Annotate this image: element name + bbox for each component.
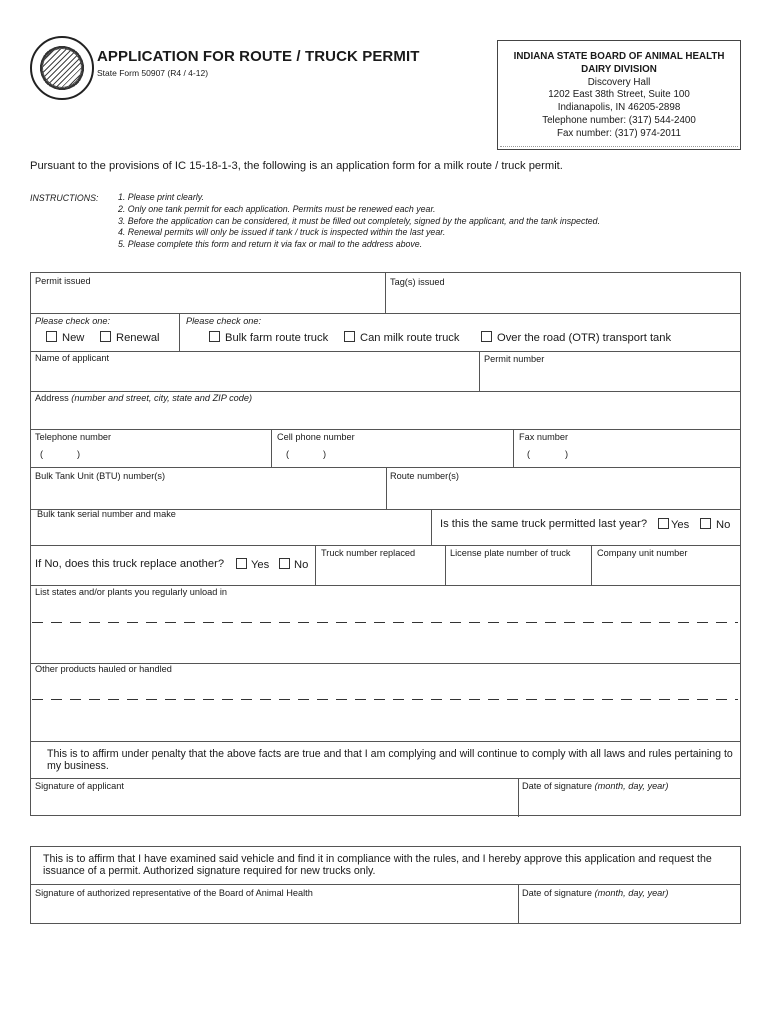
board-affirmation: This is to affirm that I have examined said vehicle and find it in compliance with the rules, and I hereby approve this application and request the issuance of a permit. Authorized signature required for new trucks only. — [43, 853, 712, 878]
agency-fax: Fax number: (317) 974-2011 — [557, 127, 681, 139]
can-milk-checkbox[interactable] — [344, 331, 355, 342]
agency-division: DAIRY DIVISION — [581, 63, 657, 75]
instruction-item: 4. Renewal permits will only be issued if tank / truck is inspected within the last year. — [118, 227, 446, 238]
board-date-label: Date of signature (month, day, year) — [522, 888, 669, 898]
board-signature-label: Signature of authorized representative of the Board of Animal Health — [35, 888, 313, 898]
agency-building: Discovery Hall — [587, 76, 651, 88]
other-products-label: Other products hauled or handled — [35, 664, 172, 674]
otr-checkbox[interactable] — [481, 331, 492, 342]
option-new[interactable]: New — [46, 331, 84, 344]
fax-label: Fax number — [519, 432, 569, 442]
same-truck-yes[interactable]: Yes — [658, 518, 689, 531]
permit-issued-label: Permit issued — [35, 276, 91, 286]
form-title: APPLICATION FOR ROUTE / TRUCK PERMIT — [97, 48, 420, 65]
route-numbers-label: Route number(s) — [390, 471, 459, 481]
agency-street: 1202 East 38th Street, Suite 100 — [548, 89, 690, 101]
agency-phone: Telephone number: (317) 544-2400 — [542, 114, 696, 126]
bulk-farm-checkbox[interactable] — [209, 331, 220, 342]
replace-yes-checkbox[interactable] — [236, 558, 247, 569]
state-seal-icon — [30, 36, 94, 100]
other-products-line[interactable] — [32, 699, 738, 700]
cell-phone-label: Cell phone number — [277, 432, 355, 442]
fax-area-open: ( — [527, 449, 531, 459]
same-truck-no-checkbox[interactable] — [700, 518, 711, 529]
states-plants-line[interactable] — [32, 622, 738, 623]
same-truck-yes-checkbox[interactable] — [658, 518, 669, 529]
same-truck-question: Is this the same truck permitted last year? — [440, 518, 648, 530]
renewal-checkbox[interactable] — [100, 331, 111, 342]
option-bulk-farm[interactable]: Bulk farm route truck — [209, 331, 328, 344]
serial-make-label: Bulk tank serial number and make — [37, 509, 176, 519]
form-number: State Form 50907 (R4 / 4-12) — [97, 68, 209, 78]
states-plants-label: List states and/or plants you regularly unload in — [35, 587, 228, 597]
instructions-label: INSTRUCTIONS: — [30, 193, 99, 203]
truck-replaced-label: Truck number replaced — [321, 548, 416, 558]
instruction-item: 1. Please print clearly. — [118, 192, 204, 202]
replace-no-checkbox[interactable] — [279, 558, 290, 569]
intro-text: Pursuant to the provisions of IC 15-18-1-3, the following is an application form for a milk route / truck permit. — [30, 160, 563, 172]
cell-area-open: ( — [286, 449, 290, 459]
company-unit-label: Company unit number — [597, 548, 688, 558]
permit-number-label: Permit number — [484, 354, 545, 364]
same-truck-no[interactable]: No — [700, 518, 730, 531]
check-one-label-b: Please check one: — [186, 316, 262, 326]
btu-label: Bulk Tank Unit (BTU) number(s) — [35, 471, 166, 481]
instruction-item: 3. Before the application can be considered, it must be filled out completely, signed by the applicant, and the tank inspected. — [118, 215, 601, 226]
telephone-area-open: ( — [40, 449, 44, 459]
replace-yes[interactable]: Yes — [236, 558, 269, 571]
instruction-item: 2. Only one tank permit for each application. Permits must be renewed each year. — [118, 203, 436, 214]
instruction-item: 5. Please complete this form and return it via fax or mail to the address above. — [118, 239, 423, 250]
agency-city: Indianapolis, IN 46205-2898 — [557, 102, 681, 114]
fax-area-close: ) — [565, 449, 569, 459]
agency-address-box — [497, 40, 741, 150]
tags-issued-label: Tag(s) issued — [390, 277, 445, 287]
instructions-list — [118, 192, 600, 251]
replace-no[interactable]: No — [279, 558, 308, 571]
replace-question: If No, does this truck replace another? — [35, 558, 225, 570]
telephone-area-close: ) — [77, 449, 81, 459]
license-plate-label: License plate number of truck — [450, 548, 571, 558]
applicant-signature-label: Signature of applicant — [35, 781, 124, 791]
applicant-date-label: Date of signature (month, day, year) — [522, 781, 669, 791]
name-of-applicant-label: Name of applicant — [35, 353, 110, 363]
option-renewal[interactable]: Renewal — [100, 331, 160, 344]
new-checkbox[interactable] — [46, 331, 57, 342]
agency-name: INDIANA STATE BOARD OF ANIMAL HEALTH — [513, 51, 725, 62]
check-one-label-a: Please check one: — [35, 316, 111, 326]
option-otr[interactable]: Over the road (OTR) transport tank — [481, 331, 671, 344]
option-can-milk[interactable]: Can milk route truck — [344, 331, 459, 344]
cell-area-close: ) — [323, 449, 327, 459]
application-form-table — [30, 272, 741, 816]
telephone-label: Telephone number — [35, 432, 112, 442]
address-label: Address (number and street, city, state and ZIP code) — [35, 393, 253, 403]
applicant-affirmation: This is to affirm under penalty that the above facts are true and that I am complying and will continue to comply with all laws and rules pertaining to my business. — [47, 748, 733, 773]
